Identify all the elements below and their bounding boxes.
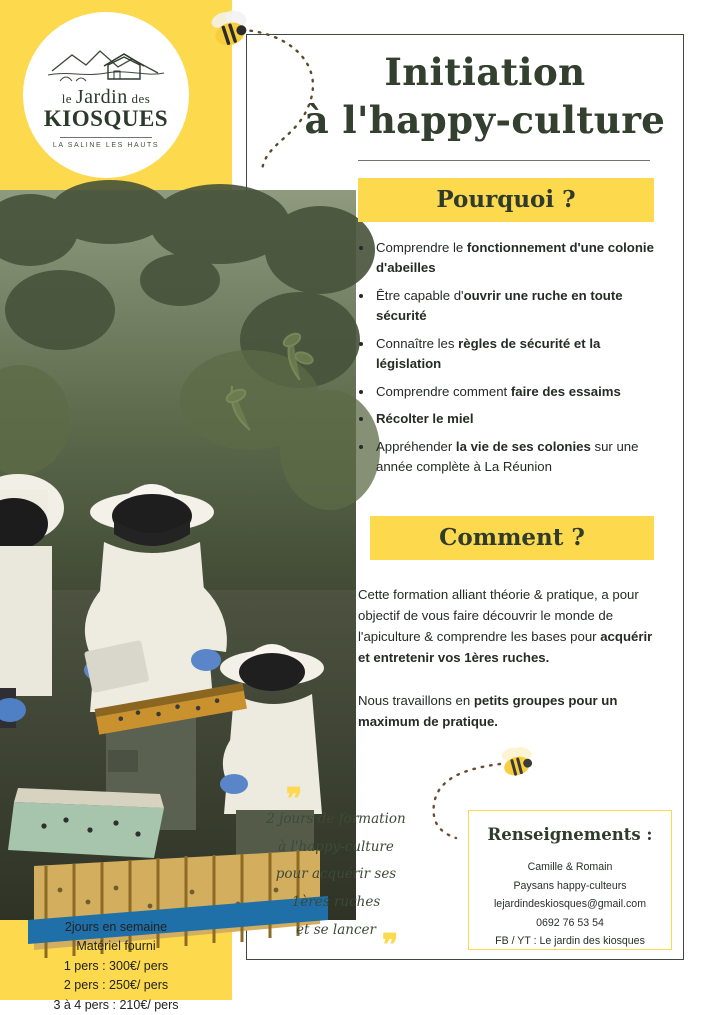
paragraph-bold: petits groupes pour un maximum de pratique. — [358, 693, 618, 730]
pricing-line: 1 pers : 300€/ pers — [63, 958, 169, 973]
pricing-line: 2jours en semaine — [64, 920, 168, 934]
logo-divider — [60, 137, 152, 138]
logo-line1-post: des — [127, 90, 151, 106]
list-item — [374, 409, 658, 429]
section-header-pourquoi: Pourquoi ? — [358, 178, 654, 222]
quote-line: pour acquérir ses — [275, 866, 397, 883]
quote-line: 1ères ruches — [291, 894, 381, 911]
pricing-line: 2 pers : 250€/ pers — [63, 978, 169, 993]
pricing-line: 3 à 4 pers : 210€/ pers — [53, 997, 179, 1012]
list-item — [374, 238, 658, 279]
logo-subtitle: LA SALINE LES HAUTS — [52, 142, 160, 150]
bullet-text: Comprendre comment — [376, 383, 511, 399]
list-item — [374, 334, 658, 375]
pricing-block — [0, 918, 232, 1015]
paragraph-bold: acquérir et entretenir vos 1ères ruches. — [358, 629, 653, 666]
contact-email[interactable]: lejardindeskiosques@gmail.com — [493, 898, 647, 911]
logo-line2: KIOSQUES — [43, 105, 169, 131]
benefits-list — [358, 238, 658, 485]
contact-phone[interactable]: 0692 76 53 54 — [536, 916, 604, 929]
logo-line1 — [62, 87, 151, 107]
paragraph-text: Cette formation alliant théorie & pratique, a pour objectif de vous faire découvrir le monde de l'apiculture & comprendre les bases pour — [358, 587, 639, 645]
contact-title: Renseignements : — [487, 825, 653, 844]
quote-line: 2 jours de formation — [266, 811, 406, 827]
list-item — [374, 437, 658, 478]
contact-details — [469, 858, 671, 951]
bullet-text: Connaître les — [376, 335, 459, 351]
contact-role: Paysans happy-culteurs — [513, 879, 627, 892]
bullet-text: Comprendre le — [376, 240, 467, 255]
title-line-1: Initiation — [384, 50, 586, 94]
comment-paragraph-2 — [358, 690, 654, 732]
quote-line: à l'happy-culture — [278, 838, 394, 855]
logo — [23, 12, 189, 178]
title-line-2: à l'happy-culture — [304, 98, 666, 143]
bee-icon-2 — [430, 742, 550, 852]
list-item — [374, 286, 658, 327]
paragraph-text: Nous travaillons en — [358, 693, 474, 708]
bullet-bold: ouvrir une ruche en toute sécurité — [376, 287, 623, 324]
bullet-text-2: sur une année complète à La Réunion — [376, 438, 639, 475]
bullet-bold: faire des essaims — [510, 383, 621, 399]
logo-line1-main: Jardin — [75, 85, 128, 108]
list-item — [374, 382, 658, 402]
contact-name: Camille & Romain — [527, 861, 613, 873]
comment-paragraph-1 — [358, 584, 654, 669]
bullet-bold: la vie de ses colonies — [455, 438, 591, 454]
quote-mark-open: ❞ — [286, 782, 303, 817]
page-title — [290, 48, 680, 144]
contact-social[interactable]: FB / YT : Le jardin des kiosques — [495, 935, 645, 948]
quote-mark-close: ❞ — [382, 928, 399, 963]
bee-icon — [206, 8, 262, 58]
logo-line1-pre: le — [61, 90, 76, 106]
quote-line: et se lancer — [296, 921, 376, 938]
section-header-comment: Comment ? — [370, 516, 654, 560]
title-divider — [358, 160, 650, 161]
bullet-bold: Récolter le miel — [376, 411, 474, 427]
house-mountain-drawing-icon — [46, 41, 166, 85]
bullet-bold: fonctionnement d'une colonie d'abeilles — [376, 240, 654, 276]
bullet-bold: règles de sécurité et la législation — [376, 335, 601, 372]
bullet-text: Être capable d' — [376, 287, 464, 303]
pricing-line: Matériel fourni — [76, 939, 156, 954]
bullet-text: Appréhender — [376, 438, 456, 454]
pull-quote — [262, 806, 410, 944]
